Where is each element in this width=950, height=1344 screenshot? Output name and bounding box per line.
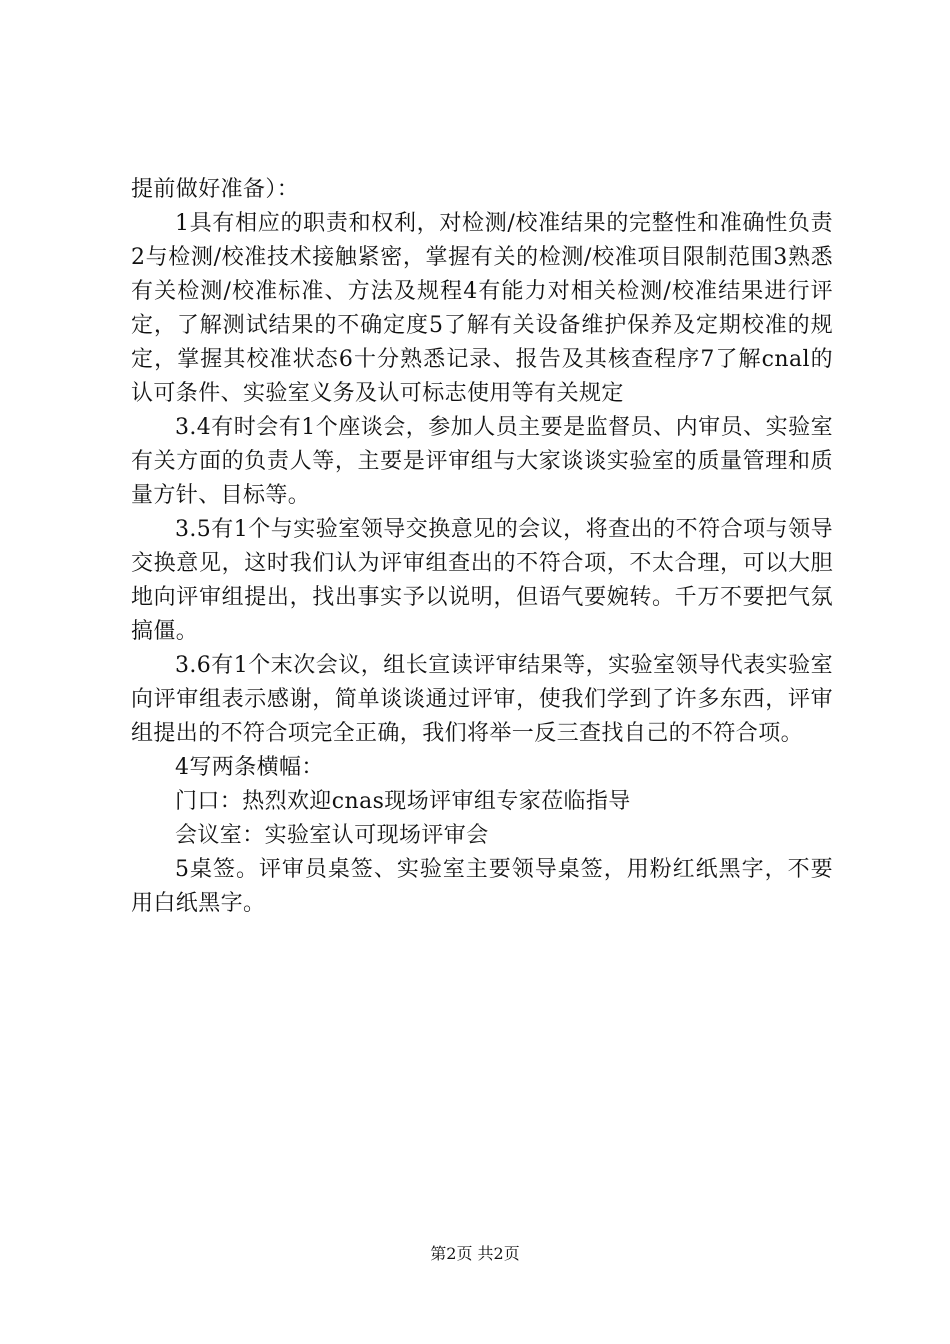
document-body [131, 173, 833, 921]
paragraph-requirements: 1具有相应的职责和权利，对检测/校准结果的完整性和准确性负责2与检测/校准技术接触紧密，掌握有关的检测/校准项目限制范围3熟悉有关检测/校准标准、方法及规程4有能力对相关检测/校准结果进行评定，了解测试结果的不确定度5了解有关设备维护保养及定期校准的规定，掌握其校准状态6十分熟悉记录、报告及其核查程序7了解cnal的认可条件、实验室义务及认可标志使用等有关规定 [131, 211, 833, 406]
paragraph-4-banners: 4写两条横幅： [175, 755, 324, 780]
paragraph-3-4: 3.4有时会有1个座谈会，参加人员主要是监督员、内审员、实验室有关方面的负责人等，主要是评审组与大家谈谈实验室的质量管理和质量方针、目标等。 [131, 415, 833, 508]
paragraph-intro-tail: 提前做好准备）： [131, 177, 300, 202]
paragraph-3-5: 3.5有1个与实验室领导交换意见的会议，将查出的不符合项与领导交换意见，这时我们认为评审组查出的不符合项，不太合理，可以大胆地向评审组提出，找出事实予以说明，但语气要婉转。千万不要把气氛搞僵。 [131, 517, 833, 644]
paragraph-5-table-cards: 5桌签。评审员桌签、实验室主要领导桌签，用粉红纸黑字，不要用白纸黑字。 [131, 857, 833, 916]
paragraph-3-6: 3.6有1个末次会议，组长宣读评审结果等，实验室领导代表实验室向评审组表示感谢，简单谈谈通过评审，使我们学到了许多东西，评审组提出的不符合项完全正确，我们将举一反三查找自己的不符合项。 [131, 653, 833, 746]
paragraph-banner-meeting-room: 会议室：实验室认可现场评审会 [175, 823, 489, 848]
paragraph-banner-door: 门口：热烈欢迎cnas现场评审组专家莅临指导 [175, 789, 631, 814]
page-footer: 第2页 共2页 [430, 1244, 520, 1263]
